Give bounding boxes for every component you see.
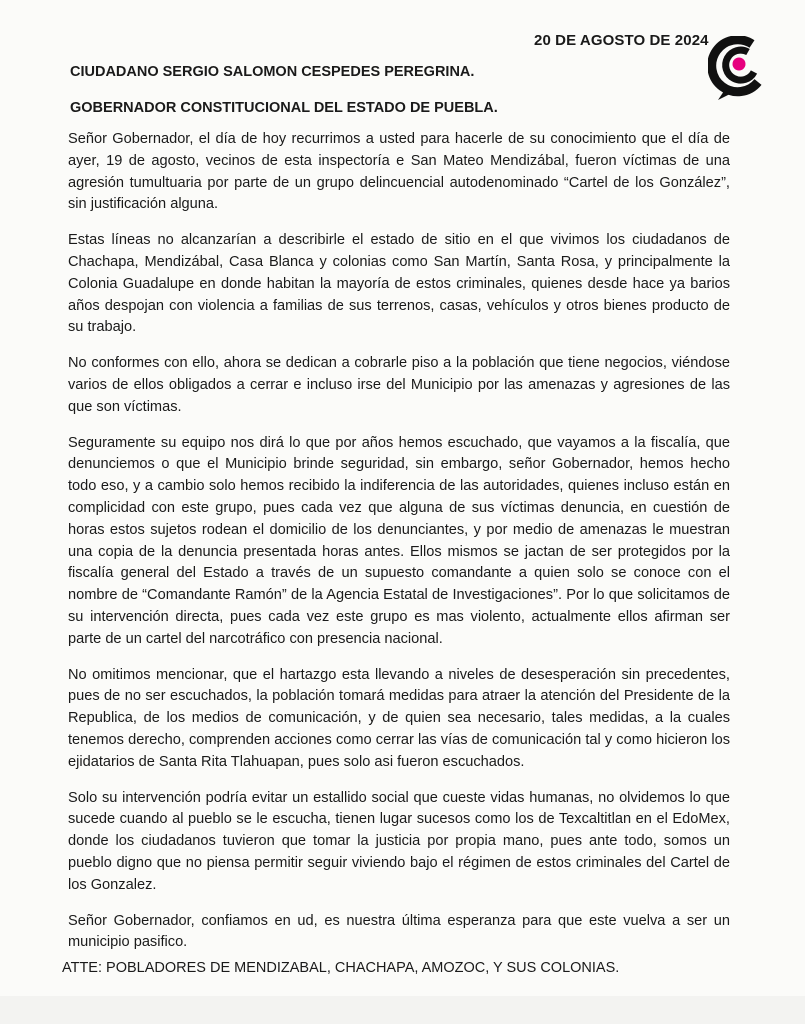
paragraph: Solo su intervención podría evitar un estallido social que cueste vidas humanas, no olvidemos lo que sucede cuando al pueblo se le escucha, tienen lugar sucesos como los de Texcaltitlan en el EdoMex, donde los ciudadanos tuvieron que tomar la justicia por propia mano, pues ante todo, somos un pueblo digno que no piensa permitir seguir viviendo bajo el régimen de estos criminales del Cartel de los Gonzalez. [68,789,730,893]
letter-body [68,129,730,954]
page-bottom-edge [0,996,805,1024]
paragraph: Señor Gobernador, confiamos en ud, es nuestra última esperanza para que este vuelva a ser un municipio pasifico. [68,912,730,951]
addressee-title: GOBERNADOR CONSTITUCIONAL DEL ESTADO DE PUEBLA. [70,100,498,116]
paragraph: Estas líneas no alcanzarían a describirle el estado de sitio en el que vivimos los ciudadanos de Chachapa, Mendizábal, Casa Blanca y colonias como San Martín, Santa Rosa, y principalmente la Colonia Guadalupe en donde habitan la mayoría de estos criminales, quienes desde hace ya barios años despojan con violencia a familias de sus terrenos, casas, vehículos y otros bienes producto de su trabajo. [68,232,730,336]
addressee-name: CIUDADANO SERGIO SALOMON CESPEDES PEREGRINA. [70,64,475,80]
paragraph: Seguramente su equipo nos dirá lo que por años hemos escuchado, que vayamos a la fiscalía, que denunciemos o que el Municipio brinde seguridad, sin embargo, señor Gobernador, hemos hecho todo eso, y a cambio solo hemos recibido la indiferencia de las autoridades, quienes incluso están en complicidad con este grupo, pues cada vez que alguna de sus víctimas denuncia, en cuestión de horas estos sujetos rodean el domicilio de los denunciantes, y por medio de amenazas le muestran una copia de la denuncia presentada horas antes. Ellos mismos se jactan de ser protegidos por la fiscalía general del Estado a través de un supuesto comandante a quien solo se conoce con el nombre de “Comandante Ramón” de la Agencia Estatal de Investigaciones”. Por lo que solicitamos de su intervención directa, pues cada vez este grupo es mas violento, actualmente ellos afirman ser parte de un cartel del narcotráfico con presencia nacional. [68,434,730,647]
letter-signature: ATTE: POBLADORES DE MENDIZABAL, CHACHAPA, AMOZOC, Y SUS COLONIAS. [62,960,620,976]
letter-date: 20 DE AGOSTO DE 2024 [534,32,709,49]
paragraph: No conformes con ello, ahora se dedican a cobrarle piso a la población que tiene negocios, viéndose varios de ellos obligados a cerrar e incluso irse del Municipio por las amenazas y agresiones de las que son víctimas. [68,355,730,415]
paragraph: No omitimos mencionar, que el hartazgo esta llevando a niveles de desesperación sin precedentes, pues de no ser escuchados, la población tomará medidas para atraer la atención del Presidente de la Republica, de los medios de comunicación, y de quien sea necesario, tales medidas, a la cuales tenemos derecho, comprenden acciones como cerrar las vías de comunicación tal y como hicieron los ejidatarios de Santa Rita Tlahuapan, pues solo asi fueron escuchados. [68,666,730,770]
paragraph: Señor Gobernador, el día de hoy recurrimos a usted para hacerle de su conocimiento que el día de ayer, 19 de agosto, vecinos de esta inspectoría e San Mateo Mendizábal, fueron víctimas de una agresión tumultuaria por parte de un grupo delincuencial autodenominado “Cartel de los González”, sin justificación alguna. [68,131,730,213]
e-consulta-logo-icon [708,36,772,106]
